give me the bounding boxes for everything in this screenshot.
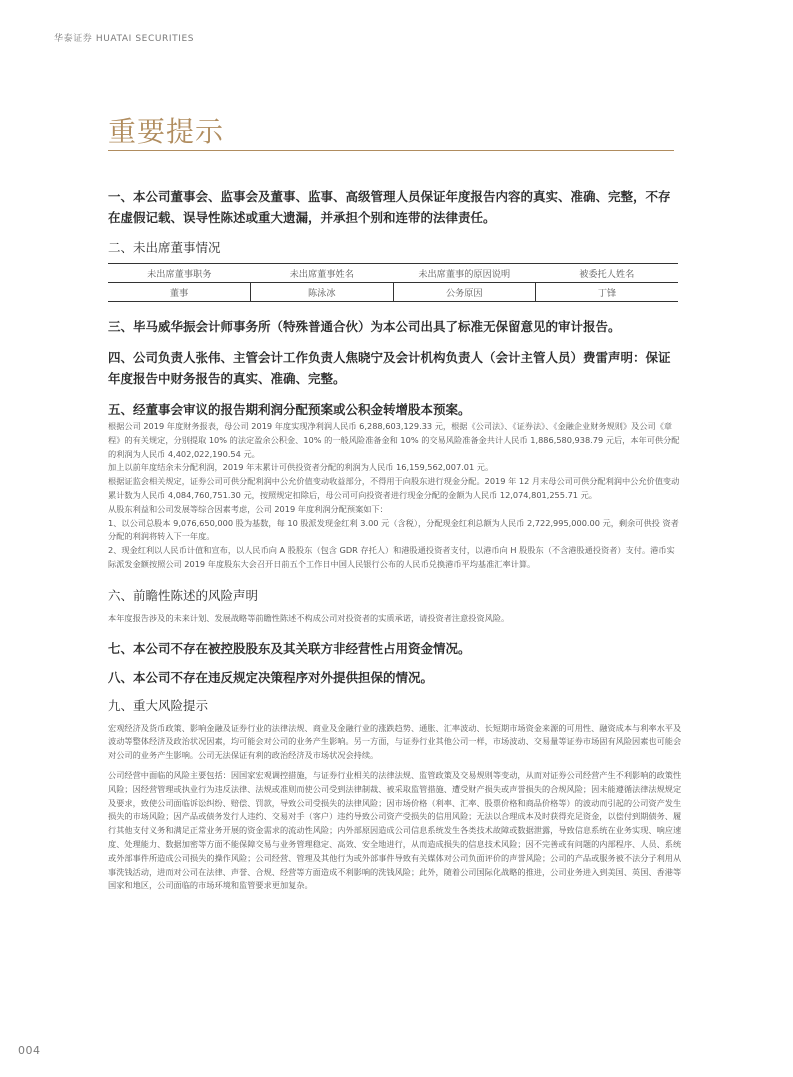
content-body: [108, 186, 682, 893]
section-6-text: 本年度报告涉及的未来计划、发展战略等前瞻性陈述不构成公司对投资者的实质承诺，请投资者注意投资风险。: [108, 612, 510, 623]
section-5-paragraph: 2、现金红利以人民币计值和宣布，以人民币向 A 股股东（包含 GDR 存托人）和港股通投资者支付，以港币向 H 股股东（不含港股通投资者）支付。港币实际派发金额按照公司 2019 年度股东大会召开日前五个工作日中国人民银行公布的人民币兑换港币平均基准汇率计算。: [108, 545, 675, 569]
section-5-paragraph: 根据证监会相关规定，证券公司可供分配利润中公允价值变动收益部分，不得用于向股东进行现金分配。2019 年 12 月末母公司可供分配利润中公允价值变动累计数为人民币 4,084,760,751.30 元，按照规定扣除后，母公司可向投资者进行现金分配的金额为人民币 12,074,801,255.71 元。: [108, 476, 680, 500]
page-number: 004: [18, 1044, 41, 1057]
section-5-paragraph: 根据公司 2019 年度财务报表，母公司 2019 年度实现净利润人民币 6,288,603,129.33 元，根据《公司法》、《证券法》、《金融企业财务规则》及公司《章程》的有关规定，分别提取 10% 的法定盈余公积金、10% 的一般风险准备金和 10% 的交易风险准备金共计人民币 1,886,580,938.79 元后，本年可供分配的利润为人民币 4,402,022,190.54 元。: [108, 421, 680, 459]
section-3-text: 三、毕马威华振会计师事务所（特殊普通合伙）为本公司出具了标准无保留意见的审计报告。: [108, 319, 621, 334]
table-cell: 陈泳冰: [251, 283, 394, 302]
section-5-paragraph: 从股东利益和公司发展等综合因素考虑，公司 2019 年度利润分配预案如下：: [108, 503, 388, 514]
section-9-paragraph: 宏观经济及货币政策、影响金融及证券行业的法律法规、商业及金融行业的涨跌趋势、通胀、汇率波动、长短期市场资金来源的可用性、融资成本与利率水平及波动等整体经济及政治状况因素，均可能会对公司的业务产生影响。另一方面，与证券行业其他公司一样，市场波动、交易量等证券市场固有风险因素也可能会对公司的业务产生影响。公司无法保证有利的政治经济及市场状况会持续。: [108, 722, 682, 761]
section-5-heading: 五、经董事会审议的报告期利润分配预案或公积金转增股本预案。: [108, 402, 471, 417]
section-1-text: 一、本公司董事会、监事会及董事、监事、高级管理人员保证年度报告内容的真实、准确、完整，不存在虚假记载、误导性陈述或重大遗漏，并承担个别和连带的法律责任。: [108, 189, 671, 225]
table-row: [108, 283, 678, 302]
header-brand: 华泰证券 HUATAI SECURITIES: [54, 34, 195, 44]
section-9-heading: 九、重大风险提示: [108, 697, 209, 713]
table-header-row: [108, 264, 678, 283]
table-cell: 丁锋: [536, 283, 679, 302]
section-9-paragraph: 公司经营中面临的风险主要包括：因国家宏观调控措施，与证券行业相关的法律法规、监管政策及交易规则等变动，从而对证券公司经营产生不利影响的政策性风险；因经营管理或执业行为违反法律、法规或准则而使公司受到法律制裁、被采取监管措施、遭受财产损失或声誉损失的合规风险；因未能遵循法律法规规定及要求，致使公司面临诉讼纠纷、赔偿、罚款，导致公司受损失的法律风险；因市场价格（利率、汇率、股票价格和商品价格等）的波动而引起的公司资产发生损失的市场风险；因产品或债务发行人违约、交易对手（客户）违约导致公司资产受损失的信用风险；无法以合理成本及时获得充足资金，以偿付到期债务、履行其他支付义务和满足正常业务开展的资金需求的流动性风险；内外部原因造成公司信息系统发生各类技术故障或数据泄露，导致信息系统在业务实现、响应速度、处理能力、数据加密等方面不能保障交易与业务管理稳定、高效、安全地进行，从而造成损失的信息技术风险；因不完善或有问题的内部程序、人员、系统或外部事件所造成公司损失的操作风险；公司经营、管理及其他行为或外部事件导致有关媒体对公司负面评价的声誉风险；公司的产品或服务被不法分子利用从事洗钱活动，进而对公司在法律、声誉、合规、经营等方面造成不利影响的洗钱风险；此外，随着公司国际化战略的推进，公司业务进入到美国、英国、香港等国家和地区，公司面临的市场环境和监管要求更加复杂。: [108, 769, 682, 891]
table-header-cell: 未出席董事姓名: [251, 264, 394, 283]
table-header-cell: 未出席董事职务: [108, 264, 251, 283]
title-divider: [108, 150, 674, 151]
section-2-heading: 二、未出席董事情况: [108, 240, 221, 255]
absent-directors-table: [108, 263, 678, 302]
section-8-text: 八、本公司不存在违反规定决策程序对外提供担保的情况。: [108, 669, 434, 685]
section-5-paragraph: 加上以前年度结余未分配利润，2019 年末累计可供投资者分配的利润为人民币 16,159,562,007.01 元。: [108, 462, 494, 473]
table-cell: 董事: [108, 283, 251, 302]
section-6-heading: 六、前瞻性陈述的风险声明: [108, 587, 259, 603]
table-header-cell: 未出席董事的原因说明: [393, 264, 536, 283]
section-7-text: 七、本公司不存在被控股股东及其关联方非经营性占用资金情况。: [108, 640, 471, 656]
table-header-cell: 被委托人姓名: [536, 264, 679, 283]
section-5-paragraph: 1、以公司总股本 9,076,650,000 股为基数，每 10 股派发现金红利 3.00 元（含税），分配现金红利总额为人民币 2,722,995,000.00 元，剩余可供投 资者分配的利润将转入下一年度。: [108, 517, 679, 542]
table-cell: 公务原因: [393, 283, 536, 302]
page-title: 重要提示: [108, 115, 225, 148]
section-4-text: 四、公司负责人张伟、主管会计工作负责人焦晓宁及会计机构负责人（会计主管人员）费雷声明：保证年度报告中财务报告的真实、准确、完整。: [108, 350, 671, 386]
